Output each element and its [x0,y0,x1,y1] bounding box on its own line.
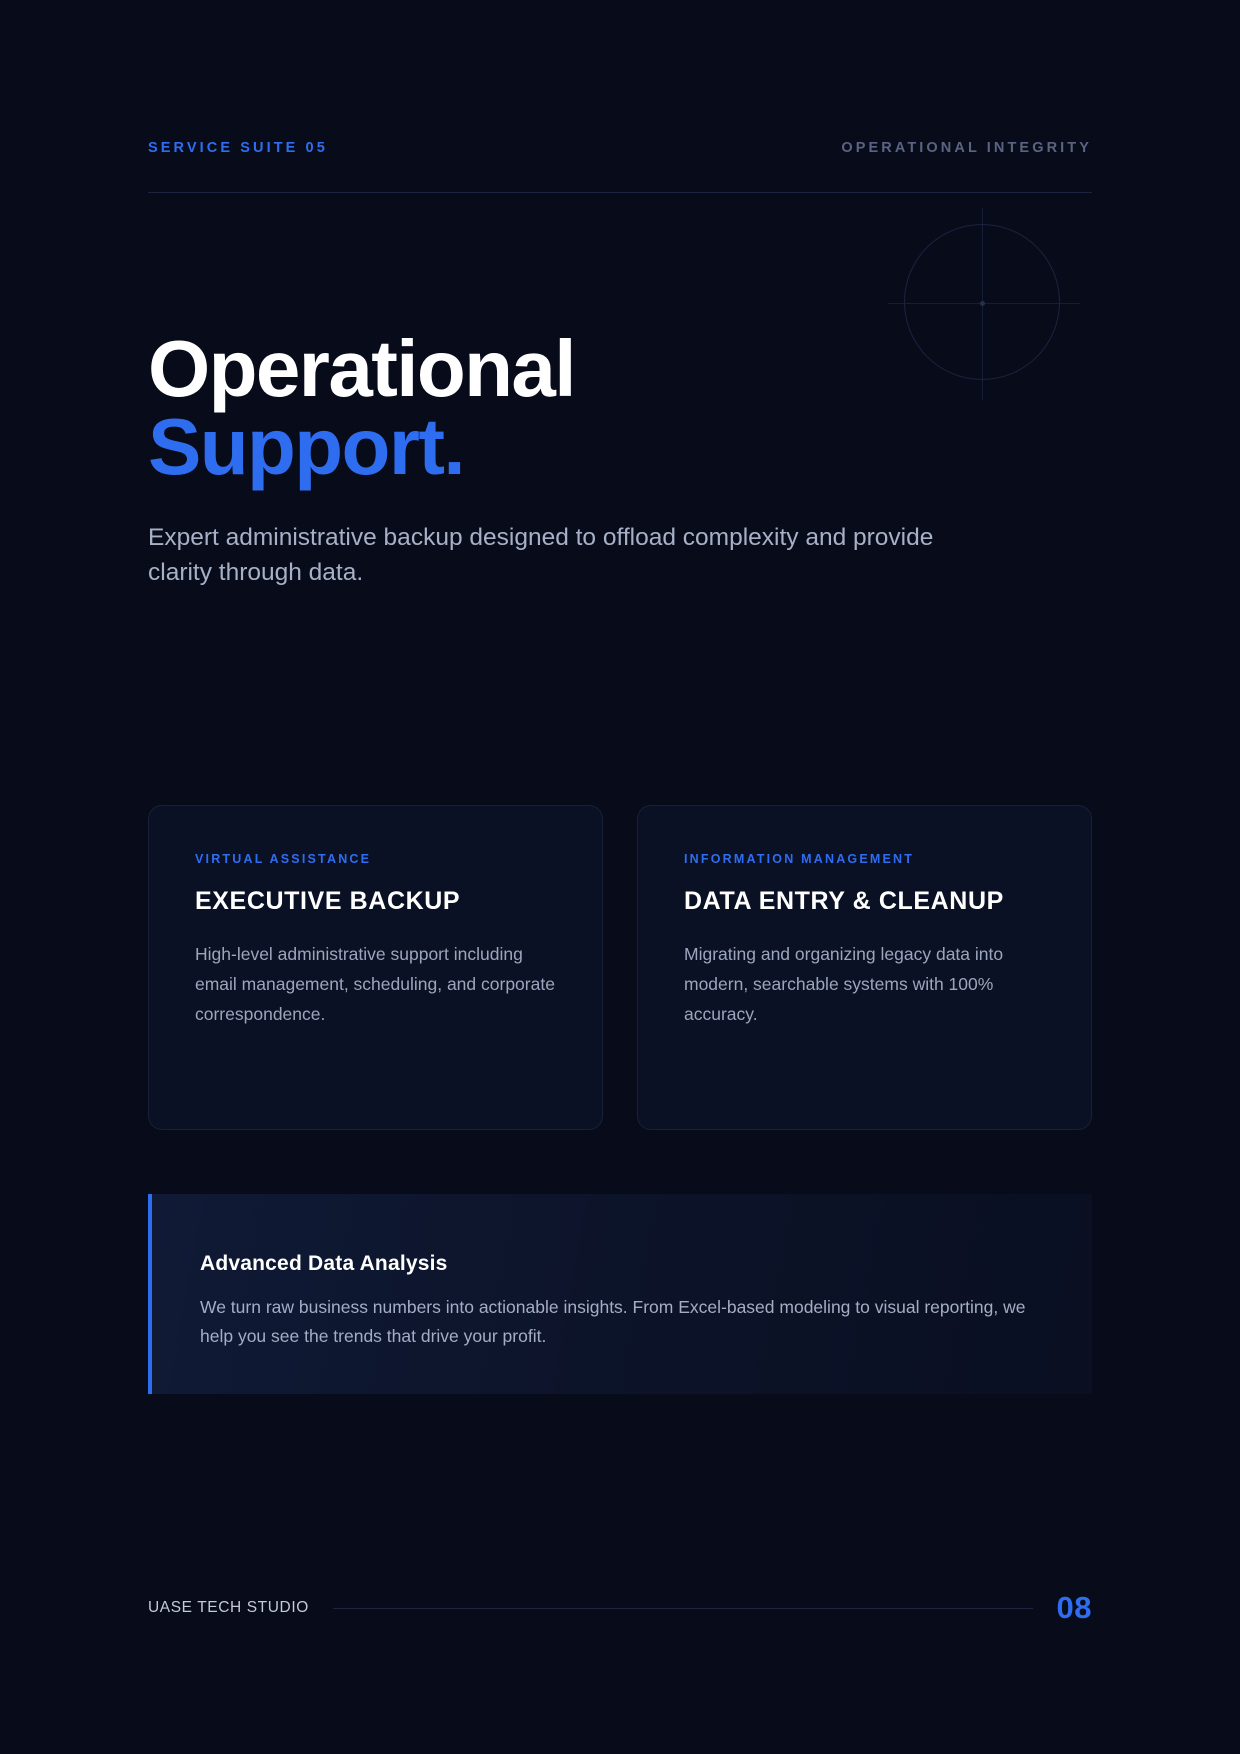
header-kicker-left: SERVICE SUITE 05 [148,140,328,156]
page-title-line-1: Operational [148,324,575,413]
card-title: EXECUTIVE BACKUP [195,887,461,915]
card-body: High-level administrative support including email management, scheduling, and corporate correspondence. [195,943,555,1024]
highlight-title: Advanced Data Analysis [200,1252,448,1275]
card-body: Migrating and organizing legacy data into modern, searchable systems with 100% accuracy. [684,943,1004,1024]
crosshair-center-dot [980,301,985,306]
card-kicker: VIRTUAL ASSISTANCE [195,852,372,866]
service-card [148,805,603,1130]
page-number: 08 [1056,1590,1092,1625]
page-title-line-2: Support. [148,402,465,492]
card-title: DATA ENTRY & CLEANUP [684,887,1004,915]
footer-divider [333,1608,1033,1609]
hero-subtitle: Expert administrative backup designed to offload complexity and provide clarity through data. [148,523,934,586]
slide-footer [148,1590,1092,1626]
card-kicker: INFORMATION MANAGEMENT [684,852,915,866]
footer-brand: UASE TECH STUDIO [148,1599,309,1616]
header-kicker-right: OPERATIONAL INTEGRITY [841,140,1092,156]
page-title [148,324,948,492]
service-card-list [148,805,1092,1130]
service-card [637,805,1092,1130]
slide-header [148,140,1092,156]
highlight-band-content [152,1194,1092,1351]
highlight-band [148,1194,1092,1394]
highlight-body: We turn raw business numbers into actionable insights. From Excel-based modeling to visual reporting, we help you see the trends that drive your profit. [200,1297,1026,1346]
hero-section [148,324,948,590]
header-divider [148,192,1092,193]
